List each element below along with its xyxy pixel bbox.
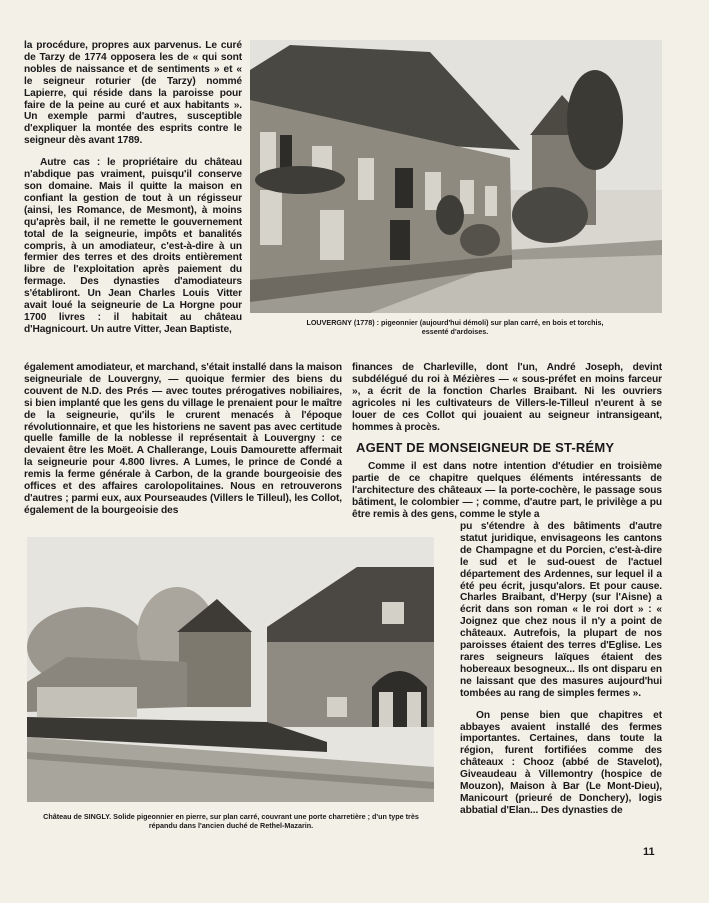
caption-louvergny: LOUVERGNY (1778) : pigeonnier (aujourd'hui démoli) sur plan carré, en bois et torchis, essenté d'ardoises. (306, 318, 604, 336)
singly-photo (27, 537, 434, 802)
paragraph: Autre cas : le propriétaire du château n'abdique pas vraiment, puisqu'il conserve son domaine. Mais il quitte la maison en confiant la gestion de tout à un régisseur (ainsi, les Romance, de Mesmont), à moins qu'après bail, il ne remette le gouvernement total de la seigneurie, impôts et banalités compris, à un amodiateur, c'est-à-dire à un fermier des terres et des droits entièrement libre de l'exploitation après paiement du fermage. Des dynasties d'amodiateurs s'établiront. Un Jean Charles Louis Vitter avait loué la seigneurie de La Horgne pour 1700 livres : il habitait au château d'Hagnicourt. Un autre Vitter, Jean Baptiste, (24, 157, 242, 335)
right-column-narrow (460, 521, 662, 817)
paragraph: pu s'étendre à des bâtiments d'autre statut juridique, envisageons les cantons de Champagne et du Porcien, c'est-à-dire le sud et le sud-ouest de l'actuel département des Ardennes, sur lequel il a été peu écrit, jusqu'alors. Et pour cause. Charles Braibant, d'Herpy (sur l'Aisne) a écrit dans son roman « le roi dort » : « Joignez que chez nous il n'y a point de châteaux. Autrefois, la plupart de nos paroisses étaient des terres d'Eglise. Les rares seigneurs laïques étaient des hobereaux besogneux... Ils ont disparu en ne laissant que des masures aujourd'hui tombées au rang de simples fermes ». (460, 521, 662, 699)
singly-image (27, 537, 434, 802)
paragraph: Comme il est dans notre intention d'étudier en troisième partie de ce chapitre quelques éléments intéressants de l'architecture des châteaux — la porte-cochère, le passage sous bâtiment, le colombier — ; comme, d'autre part, le privilège a pu être remis à des gens, comme le style a (352, 461, 662, 520)
section-heading: AGENT DE MONSEIGNEUR DE ST-RÉMY (356, 440, 615, 455)
paragraph: finances de Charleville, dont l'un, André Joseph, devint subdélégué du roi à Mézières — « sous-préfet en moins farceur », a écrit de la fonction Charles Braibant. Ni les ouvriers agricoles ni les cultivateurs de Villers-le-Tilleul n'eurent à se louer de ces Collot qui jouaient au seigneur intransigeant, hommes à procès. (352, 362, 662, 433)
paragraph: la procédure, propres aux parvenus. Le curé de Tarzy de 1774 opposera les de « qui sont nobles de naissance et de sentiments » et « le seigneur roturier (de Tarzy) nommé Lapierre, qui réside dans la paroisse pour faire de la peine au curé et aux habitants ». Un exemple parmi d'autres, susceptible d'expliquer la montée des esprits contre le seigneur dès avant 1789. (24, 40, 242, 147)
paragraph: également amodiateur, et marchand, s'était installé dans la maison seigneuriale de Louvergny, — quoique fermier des biens du couvent de N.D. des Prés — avec toutes prérogatives nobiliaires, si bien implanté que les gens du village le prenaient pour le maître de la seigneurie, qu'ils le crurent menacés à l'époque révolutionnaire, et que les historiens ne savent pas avec certitude quelle famille de la noblesse il représentait à Louvergny : ce devaient être les Moët. A Challerange, Louis Damourette affermait la seigneurie pour 4.800 livres. A Lumes, le prince de Condé a remis la ferme générale à Carbon, de la grande bourgeoisie des offices et des affaires carolopolitaines. Nous en retrouverons d'autres ; parmi eux, aux Pourseaudes (Villers le Tilleul), les Collot, également de la bourgeoisie des (24, 362, 342, 516)
left-column-top (24, 40, 242, 336)
louvergny-image (250, 40, 662, 313)
caption-singly: Château de SINGLY. Solide pigeonnier en pierre, sur plan carré, couvrant une porte charretière ; d'un type très répandu dans l'ancien duché de Rethel-Mazarin. (43, 812, 419, 830)
right-column-top (352, 362, 662, 433)
page-number: 11 (643, 846, 655, 858)
right-column-wide (352, 461, 662, 521)
left-column-bottom (24, 362, 342, 517)
louvergny-photo (250, 40, 662, 313)
paragraph: On pense bien que chapitres et abbayes avaient installé des fermes importantes. Certaines, dans toute la région, furent fortifiées comme des châteaux : Chooz (abbé de Stavelot), Giveaudeau à Villemontry (hospice de Mouzon), Maison à Bar (Le Mont-Dieu), Manicourt (prieuré de Donchery), logis abbatial d'Elan... Des dynasties de (460, 709, 662, 816)
